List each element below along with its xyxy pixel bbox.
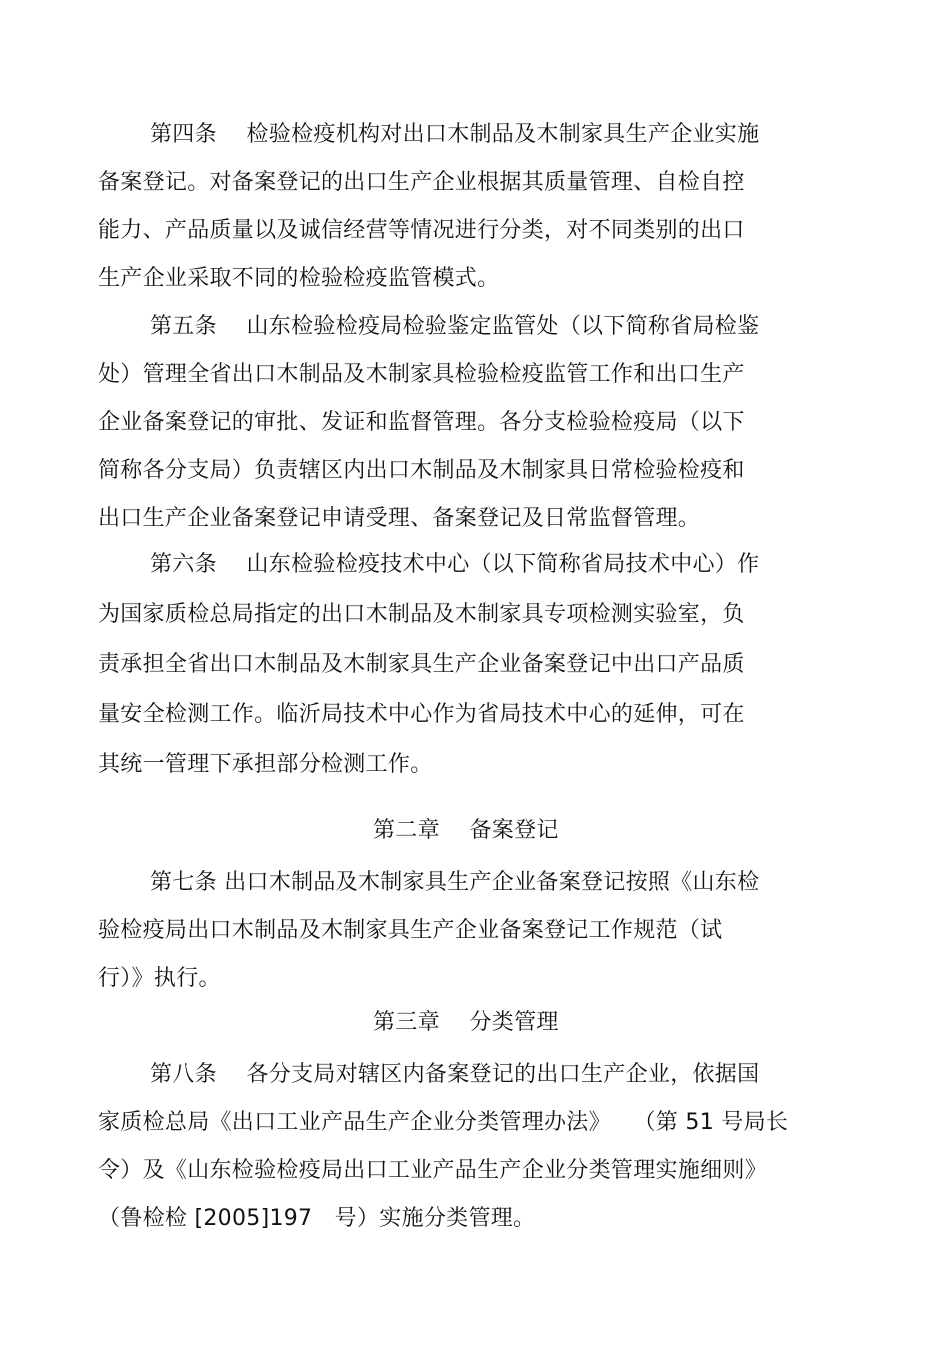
article-6-line-4: 量安全检测工作。临沂局技术中心作为省局技术中心的延伸，可在 — [98, 702, 745, 727]
article-5-line-4: 简称各分支局）负责辖区内出口木制品及木制家具日常检验检疫和 — [98, 458, 745, 483]
article-8-line-4: （鲁检检 [2005]197 号）实施分类管理。 — [98, 1206, 536, 1231]
article-4-line-3: 能力、产品质量以及诚信经营等情况进行分类，对不同类别的出口 — [98, 218, 745, 243]
article-6-line-2: 为国家质检总局指定的出口木制品及木制家具专项检测实验室，负 — [98, 602, 745, 627]
article-8-line-2: 家质检总局《出口工业产品生产企业分类管理办法》 （第 51 号局长 — [98, 1110, 789, 1135]
article-5-line-5: 出口生产企业备案登记申请受理、备案登记及日常监督管理。 — [98, 506, 701, 531]
article-5-line-3: 企业备案登记的审批、发证和监督管理。各分支检验检疫局（以下 — [98, 410, 745, 435]
article-4-line-1: 第四条 检验检疫机构对出口木制品及木制家具生产企业实施 — [150, 122, 760, 147]
article-7-line-1: 第七条 出口木制品及木制家具生产企业备案登记按照《山东检 — [150, 870, 760, 895]
article-7-line-2: 验检疫局出口木制品及木制家具生产企业备案登记工作规范（试 — [98, 918, 723, 943]
article-6-line-1: 第六条 山东检验检疫技术中心（以下简称省局技术中心）作 — [150, 552, 760, 577]
article-5-line-2: 处）管理全省出口木制品及木制家具检验检疫监管工作和出口生产 — [98, 362, 745, 387]
article-6-line-5: 其统一管理下承担部分检测工作。 — [98, 752, 433, 777]
article-5-line-1: 第五条 山东检验检疫局检验鉴定监管处（以下简称省局检鉴 — [150, 314, 760, 339]
article-6-line-3: 责承担全省出口木制品及木制家具生产企业备案登记中出口产品质 — [98, 652, 745, 677]
article-8-line-1: 第八条 各分支局对辖区内备案登记的出口生产企业，依据国 — [150, 1062, 760, 1087]
article-4-line-4: 生产企业采取不同的检验检疫监管模式。 — [98, 266, 500, 291]
chapter-3-heading: 第三章 分类管理 — [373, 1010, 559, 1035]
chapter-2-heading: 第二章 备案登记 — [373, 818, 559, 843]
article-4-line-2: 备案登记。对备案登记的出口生产企业根据其质量管理、自检自控 — [98, 170, 745, 195]
article-8-line-3: 令）及《山东检验检疫局出口工业产品生产企业分类管理实施细则》 — [98, 1158, 768, 1183]
article-7-line-3: 行）》执行。 — [98, 966, 221, 991]
